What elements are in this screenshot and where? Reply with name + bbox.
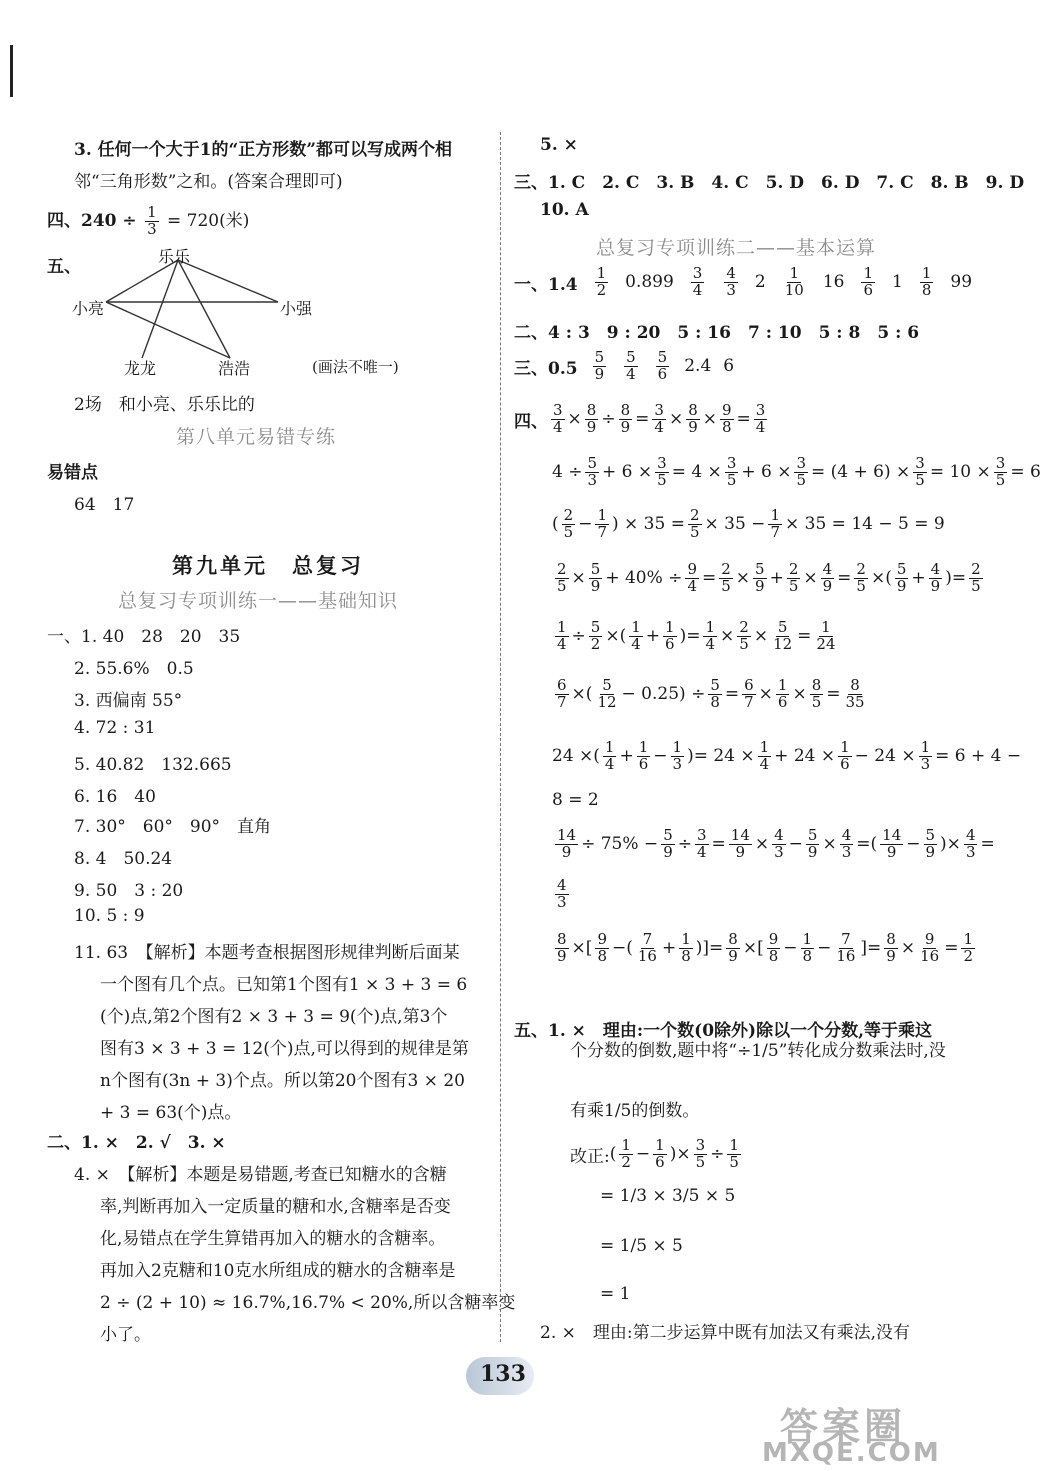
calc-1: 四、 $\frac{3}{4}$ × $\frac{8}{9}$ ÷ $\frac{8}{9}$ = $\frac{3}{4}$ × $\frac{8}{9}$ × $\frac{9}{8}$ = $\frac{3}{4}$ [514,401,766,436]
line-lele-longlong [142,260,178,358]
q11-line: 一个图有几个点。已知第1个图有1 × 3 + 3 = 6 [100,975,468,995]
q4b-line: 2 ÷ (2 + 10) ≈ 16.7%,16.7% < 20%,所以含糖率变 [100,1293,516,1313]
r10: 10. A [540,200,589,220]
node-xiaoliang: 小亮 [72,299,105,318]
left-q5-label: 五、 [47,257,81,277]
margin-bar [10,45,13,97]
calc-7-tail: 8 = 2 [552,790,599,810]
calc-2: 4 ÷ $\frac{5}{3}$ + 6 × $\frac{3}{5}$ = 4 × $\frac{3}{5}$ + 6 × $\frac{3}{5}$ = (4 + 6) × $\frac{3}{5}$ = 10 × $\frac{3}{5}$ = 6 [552,454,1041,489]
q11-line: + 3 = 63(个)点。 [100,1103,242,1123]
r2-line: 二、4 : 3 9 : 20 5 : 16 7 : 10 5 : 8 5 : 6 [514,323,920,343]
node-xiaoqiang: 小强 [280,299,313,318]
q4b-line: 化,易错点在学生算错再加入的糖水的含糖率。 [100,1229,446,1249]
s2-line: 二、1. × 2. √ 3. × [47,1133,226,1153]
q4b-line: 4. × 【解析】本题是易错题,考查已知糖水的含糖 [74,1165,447,1185]
r2b: 2. × 理由:第二步运算中既有加法又有乘法,没有 [540,1323,910,1343]
section-title-9b: 总复习专项训练二——基本运算 [596,237,877,259]
calc-8-tail: $\frac{4}{3}$ [557,876,567,911]
page-number: 133 [480,1361,526,1387]
node-haohao: 浩浩 [218,359,251,378]
section-title-unit8: 第八单元易错专练 [176,426,337,448]
section-title-9a: 总复习专项训练一——基础知识 [118,590,399,612]
fix-expr: 改正: ( $\frac{1}{2}$ − $\frac{1}{6}$ )× $\frac{3}{5}$ ÷ $\frac{1}{5}$ [570,1136,739,1171]
calc-7: 24 ×( $\frac{1}{4}$ + $\frac{1}{6}$ − $\frac{1}{3}$ )= 24 × $\frac{1}{4}$ + 24 × $\frac{1}{6}$ − 24 × $\frac{1}{3}$ = 6 + 4 − [552,738,1022,773]
q4b-line: 再加入2克糖和10克水所组成的糖水的含糖率是 [100,1261,456,1281]
left-q5-answer: 2场 和小亮、乐乐比的 [74,395,255,415]
s1-line: 9. 50 3 : 20 [74,881,184,901]
diagram-note: (画法不唯一) [312,358,399,376]
watermark-text: 答案圈 [780,1405,907,1449]
line-lele-xiaoqiang [178,260,278,302]
fix-step-3: = 1 [600,1284,631,1304]
calc-4: $\frac{2}{5}$ × $\frac{5}{9}$ + 40% ÷ $\frac{9}{4}$ = $\frac{2}{5}$ × $\frac{5}{9}$ + $\frac{2}{5}$ × $\frac{4}{9}$ = $\frac{2}{5}$ ×( $\frac{5}{9}$ + $\frac{4}{9}$ )= $\frac{2}{5}$ [557,560,981,595]
calc-6: $\frac{6}{7}$ ×( $\frac{5}{12}$ − 0.25) ÷ $\frac{5}{8}$ = $\frac{6}{7}$ × $\frac{1}{6}$ × $\frac{8}{5}$ = $\frac{8}{35}$ [557,676,865,711]
q11-line: (个)点,第2个图有2 × 3 + 3 = 9(个)点,第3个 [100,1007,448,1027]
r3b-row: 三、0.5 $\frac{5}{9}$ $\frac{5}{4}$ $\frac{5}{6}$ 2.4 6 [514,348,735,383]
left-q3-line2: 邻“三角形数”之和。(答案合理即可) [74,172,343,192]
s1-line: 3. 西偏南 55° [74,691,183,711]
q11-line: 11. 63 【解析】本题考查根据图形规律判断后面某 [74,943,460,963]
s1-line: 6. 16 40 [74,787,156,807]
unit9-title: 第九单元 总复习 [172,554,364,578]
calc-8: $\frac{14}{9}$ ÷ 75% − $\frac{5}{9}$ ÷ $\frac{3}{4}$ = $\frac{14}{9}$ × $\frac{4}{3}$ − $\frac{5}{9}$ × $\frac{4}{3}$ =( $\frac{14}{9}$ − $\frac{5}{9}$ )× $\frac{4}{3}$ = [557,826,995,861]
line-lele-haohao [178,260,230,358]
r1-row: 一、1.4 $\frac{1}{2}$ 0.899 $\frac{3}{4}$ $\frac{4}{3}$ 2 $\frac{1}{10}$ 16 $\frac{1}{6}$ 1 $\frac{1}{8}$ 99 [514,264,973,299]
s1-line: 8. 4 50.24 [74,849,173,869]
r5-line2: 个分数的倒数,题中将“÷1/5”转化成分数乘法时,没 [570,1041,946,1061]
r5-line3: 有乘1/5的倒数。 [570,1101,700,1121]
watermark-site: MXQE.COM [762,1438,941,1468]
node-longlong: 龙龙 [124,359,157,378]
s1-line: 一、1. 40 28 20 35 [47,627,241,647]
s1-line: 4. 72 : 31 [74,718,156,738]
node-lele: 乐乐 [158,247,191,266]
fix-step-2: = 1/5 × 5 [600,1236,683,1256]
r5: 5. × [540,135,578,155]
r5-line1: 五、1. × 理由:一个数(0除外)除以一个分数,等于乘这 [514,1021,933,1041]
s1-line: 2. 55.6% 0.5 [74,659,194,679]
left-q3-line1: 3. 任何一个大于1的“正方形数”都可以写成两个相 [74,140,453,160]
column-divider [500,132,501,1342]
calc-3: ( $\frac{2}{5}$ − $\frac{1}{7}$ ) × 35 = $\frac{2}{5}$ × 35 − $\frac{1}{7}$ × 35 = 14 − 5 = 9 [552,506,945,541]
s1-line: 10. 5 : 9 [74,906,145,926]
calc-5: $\frac{1}{4}$ ÷ $\frac{5}{2}$ ×( $\frac{1}{4}$ + $\frac{1}{6}$ )= $\frac{1}{4}$ × $\frac{2}{5}$ × $\frac{5}{12}$ = $\frac{1}{24}$ [557,618,836,653]
left-q4: 四、240 ÷ $\frac{1}{3}$ = 720(米) [47,203,250,238]
q4b-line: 小了。 [100,1325,151,1345]
q4b-line: 率,判断再加入一定质量的糖和水,含糖率是否变 [100,1197,451,1217]
fix-step-1: = 1/3 × 3/5 × 5 [600,1186,736,1206]
q11-line: n个图有(3n + 3)个点。所以第20个图有3 × 20 [100,1071,465,1091]
yicuo-values: 64 17 [74,495,135,515]
line-xiaoliang-haohao [106,302,230,358]
calc-9: $\frac{8}{9}$ ×[ $\frac{9}{8}$ −( $\frac{7}{16}$ + $\frac{1}{8}$ )]= $\frac{8}{9}$ ×[ $\frac{9}{8}$ − $\frac{1}{8}$ − $\frac{7}{16}$ ]= $\frac{8}{9}$ × $\frac{9}{16}$ = $\frac{1}{2}$ [557,930,973,965]
s1-line: 5. 40.82 132.665 [74,755,232,775]
r3-line: 三、1. C 2. C 3. B 4. C 5. D 6. D 7. C 8. B 9. D [514,173,1025,193]
yicuo-label: 易错点 [47,463,98,483]
q11-line: 图有3 × 3 + 3 = 12(个)点,可以得到的规律是第 [100,1039,469,1059]
s1-line: 7. 30° 60° 90° 直角 [74,817,272,837]
